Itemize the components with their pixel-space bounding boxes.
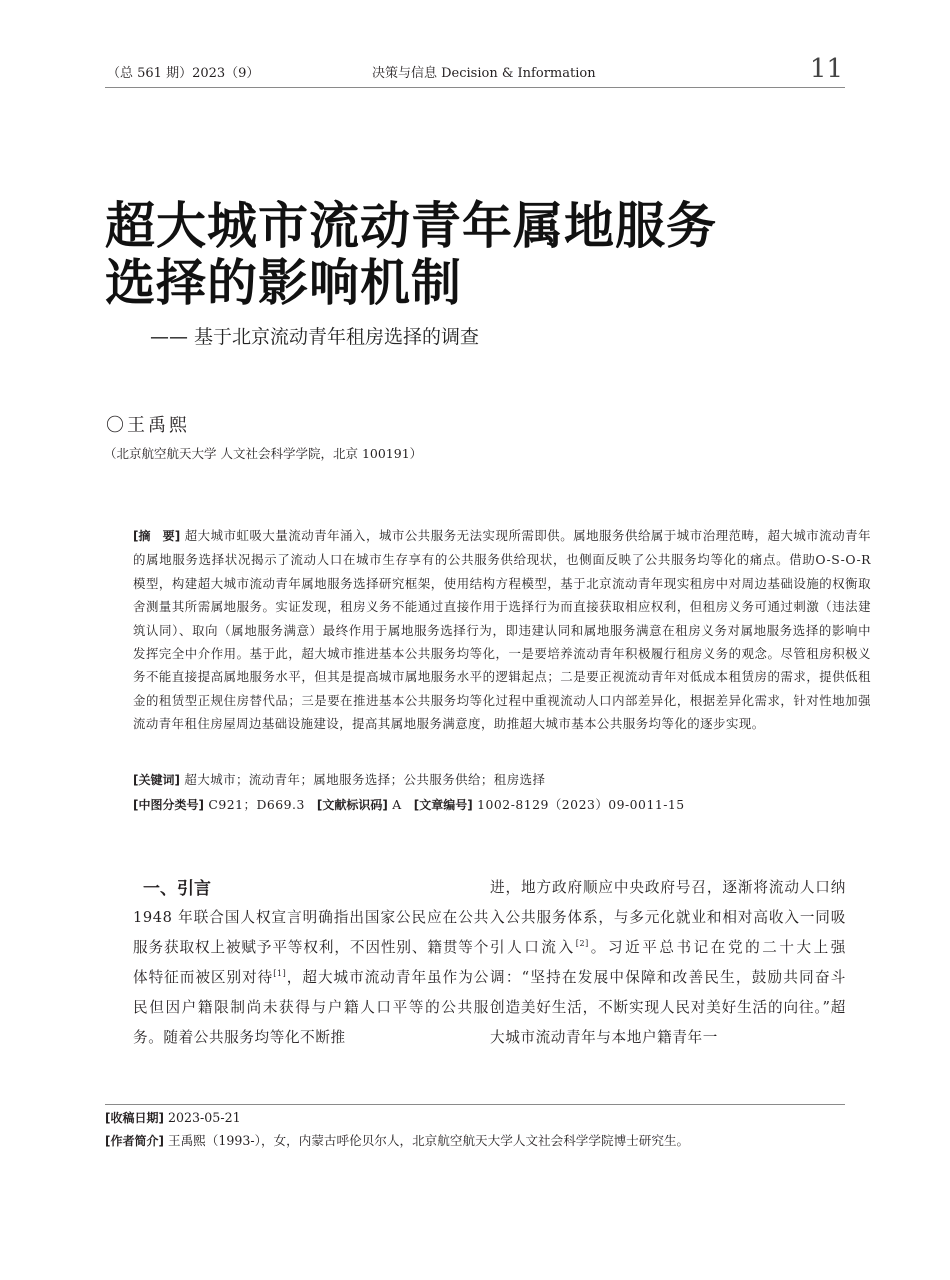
section-heading: 一、引言: [143, 879, 211, 899]
bio-value: 王禹熙（1993-），女，内蒙古呼伦贝尔人，北京航空航天大学人文社会科学学院博士研究生。: [163, 1133, 690, 1148]
clc-label: [中图分类号]: [133, 798, 204, 812]
author-affiliation: （北京航空航天大学 人文社会科学学院，北京 100191）: [104, 446, 423, 461]
doc-code-label: [文献标识码]: [316, 798, 388, 812]
title-line-1: 超大城市流动青年属地服务: [105, 197, 717, 255]
body-column-left: [107, 903, 489, 1053]
bio-label: [作者简介]: [105, 1134, 164, 1148]
classification-line: [133, 795, 685, 813]
body-text: 1948 年联合国人权宣言明确指出国家公民应在公共服务获取权上被赋予平等权利，不因性别、籍贯等个体特征而被区别对待: [133, 909, 489, 986]
received-value: 2023-05-21: [163, 1110, 241, 1125]
body-text: ，超大城市流动青年虽作为公民但因户籍限制尚未获得与户籍人口平等的公共服务。随着公共服务均等化不断推: [133, 969, 489, 1046]
abstract-text: 超大城市虹吸大量流动青年涌入，城市公共服务无法实现所需即供。属地服务供给属于城市治理范畴，超大城市流动青年的属地服务选择状况揭示了流动人口在城市生存享有的公共服务供给现状，也侧面反映了公共服务均等化的痛点。借助O-S-O-R模型，构建超大城市流动青年属地服务选择研究框架，使用结构方程模型，基于北京流动青年现实租房中对周边基础设施的权衡取舍测量其所需属地服务。实证发现，租房义务不能通过直接作用于选择行为而直接获取相应权利，但租房义务可通过刺激（违法建筑认同）、取向（属地服务满意）最终作用于属地服务选择行为，即违建认同和属地服务满意在租房义务对属地服务选择的影响中发挥完全中介作用。基于此，超大城市推进基本公共服务均等化，一是要培养流动青年积极履行租房义务的观念。尽管租房积极义务不能直接提高属地服务水平，但其是提高城市属地服务水平的逻辑起点；二是要正视流动青年对低成本租赁房的需求，提供低租金的租赁型正规住房替代品；三是要在推进基本公共服务均等化过程中重视流动人口内部差异化，根据差异化需求，针对性地加强流动青年租住房屋周边基础设施建设，提高其属地服务满意度，助推超大城市基本公共服务均等化的逐步实现。: [133, 528, 871, 732]
article-title: [105, 198, 717, 312]
article-number-value: 1002-8129（2023）09-0011-15: [472, 797, 685, 812]
footnote-rule: [105, 1104, 845, 1105]
body-column-right: [490, 873, 846, 1053]
title-line-2: 选择的影响机制: [105, 254, 462, 312]
body-text: 。习近平总书记在党的二十大上强调：“坚持在发展中保障和改善民生，鼓励共同奋斗创造美好生活，不断实现人民对美好生活的向往。”超大城市流动青年与本地户籍青年一: [490, 939, 846, 1046]
keywords: [133, 770, 545, 788]
citation-ref[interactable]: [2]: [575, 939, 589, 948]
article-number-label: [文章编号]: [413, 798, 473, 812]
abstract-label: [摘 要]: [133, 529, 181, 543]
author-bio: [105, 1130, 689, 1149]
page-number: 11: [809, 54, 843, 84]
author-name: 〇王禹熙: [106, 415, 190, 436]
abstract: [107, 524, 871, 736]
received-date: [105, 1109, 241, 1126]
received-label: [收稿日期]: [105, 1111, 164, 1125]
article-subtitle: —— 基于北京流动青年租房选择的调查: [150, 326, 480, 348]
doc-code-value: A: [387, 797, 402, 812]
keywords-label: [关键词]: [133, 773, 180, 787]
clc-value: C921；D669.3: [203, 797, 305, 812]
body-text: 进，地方政府顺应中央政府号召，逐渐将流动人口纳入公共服务体系，与多元化就业和相对高收入一同吸引人口流入: [490, 879, 846, 956]
journal-name: 决策与信息 Decision & Information: [372, 66, 596, 81]
keywords-text: 超大城市；流动青年；属地服务选择；公共服务供给；租房选择: [179, 772, 546, 787]
issue-info: （总 561 期）2023（9）: [107, 66, 260, 81]
header-rule: [105, 87, 845, 88]
citation-ref[interactable]: [1]: [273, 969, 287, 978]
